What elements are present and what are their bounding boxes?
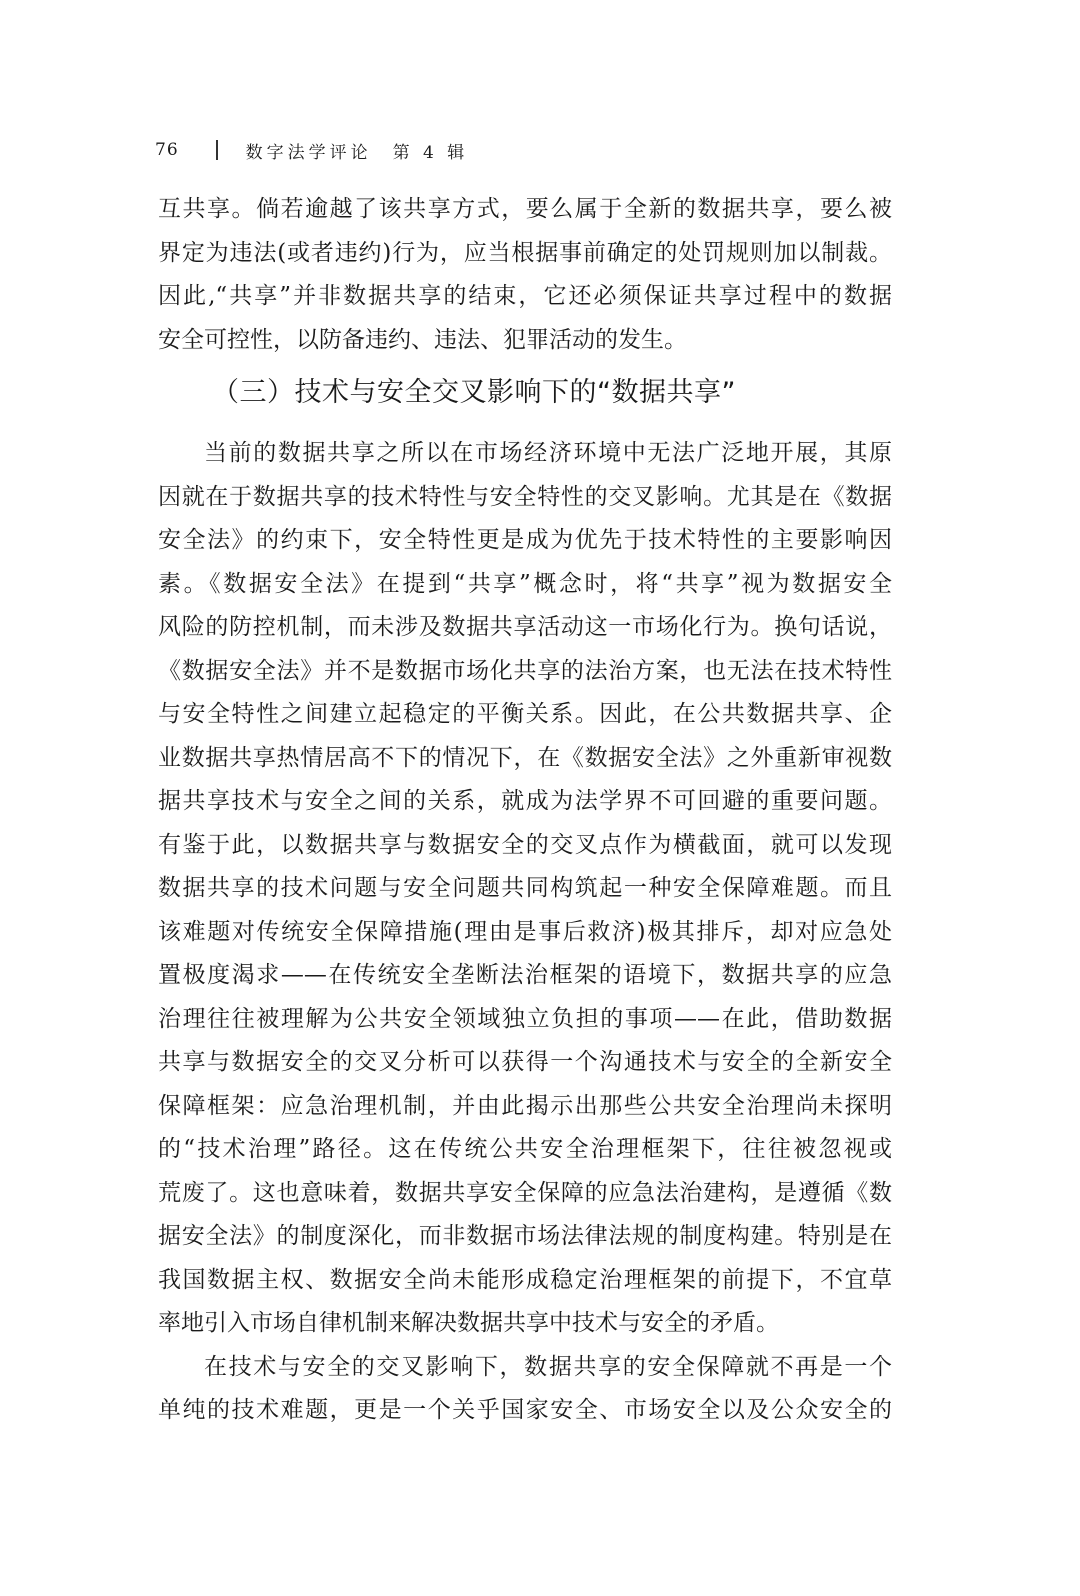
text-line: 率地引入市场自律机制来解决数据共享中技术与安全的矛盾。 — [158, 1310, 779, 1336]
text-line: 互共享。倘若逾越了该共享方式，要么属于全新的数据共享，要么被 — [158, 196, 892, 222]
text-line: 我国数据主权、数据安全尚未能形成稳定治理框架的前提下，不宜草 — [158, 1266, 892, 1293]
paragraph-next — [158, 1346, 892, 1433]
text-line: 风险的防控机制，而未涉及数据共享活动这一市场化行为。换句话说， — [158, 614, 892, 640]
text-line: 该难题对传统安全保障措施(理由是事后救济)极其排斥，却对应急处 — [158, 918, 892, 945]
text-line: 界定为违法(或者违约)行为，应当根据事前确定的处罚规则加以制裁。 — [158, 239, 892, 266]
text-line: 安全可控性，以防备违约、违法、犯罪活动的发生。 — [158, 326, 687, 353]
text-line: 在技术与安全的交叉影响下，数据共享的安全保障就不再是一个 — [204, 1353, 892, 1380]
text-line: 与安全特性之间建立起稳定的平衡关系。因此，在公共数据共享、企 — [158, 701, 892, 727]
text-line: 因就在于数据共享的技术特性与安全特性的交叉影响。尤其是在《数据 — [158, 483, 892, 510]
text-line: 素。《数据安全法》在提到“共享”概念时，将“共享”视为数据安全 — [158, 570, 892, 597]
text-line: 有鉴于此，以数据共享与数据安全的交叉点作为横截面，就可以发现 — [158, 831, 892, 858]
text-line: 治理往往被理解为公共安全领域独立负担的事项——在此，借助数据 — [158, 1005, 892, 1032]
text-line: 业数据共享热情居高不下的情况下，在《数据安全法》之外重新审视数 — [158, 744, 892, 771]
text-line: 保障框架：应急治理机制，并由此揭示出那些公共安全治理尚未探明 — [158, 1092, 892, 1119]
text-line: 据共享技术与安全之间的关系，就成为法学界不可回避的重要问题。 — [158, 788, 892, 814]
body-text — [158, 188, 892, 1433]
running-title: 数字法学评论 第 4 辑 — [245, 142, 469, 163]
text-line: 当前的数据共享之所以在市场经济环境中无法广泛地开展，其原 — [204, 440, 892, 466]
paragraph-main — [158, 432, 892, 1346]
text-line: 荒废了。这也意味着，数据共享安全保障的应急法治建构，是遵循《数 — [158, 1179, 892, 1206]
text-line: 《数据安全法》并不是数据市场化共享的法治方案，也无法在技术特性 — [158, 657, 892, 684]
text-line: 数据共享的技术问题与安全问题共同构筑起一种安全保障难题。而且 — [158, 875, 892, 901]
paragraph-continued — [158, 188, 892, 362]
text-line: 安全法》的约束下，安全特性更是成为优先于技术特性的主要影响因 — [158, 527, 892, 553]
page-number: 76 — [155, 140, 179, 160]
text-line: 的“技术治理”路径。这在传统公共安全治理框架下，往往被忽视或 — [158, 1136, 892, 1162]
text-line: 据安全法》的制度深化，而非数据市场法律法规的制度构建。特别是在 — [158, 1223, 892, 1249]
text-line: 置极度渴求——在传统安全垄断法治框架的语境下，数据共享的应急 — [158, 962, 892, 988]
section-heading: （三）技术与安全交叉影响下的“数据共享” — [212, 377, 736, 408]
text-line: 单纯的技术难题，更是一个关乎国家安全、市场安全以及公众安全的 — [158, 1397, 892, 1423]
text-line: 共享与数据安全的交叉分析可以获得一个沟通技术与安全的全新安全 — [158, 1049, 892, 1075]
text-line: 因此,“共享”并非数据共享的结束，它还必须保证共享过程中的数据 — [158, 283, 892, 309]
header-divider — [216, 140, 218, 160]
running-header — [155, 136, 468, 164]
